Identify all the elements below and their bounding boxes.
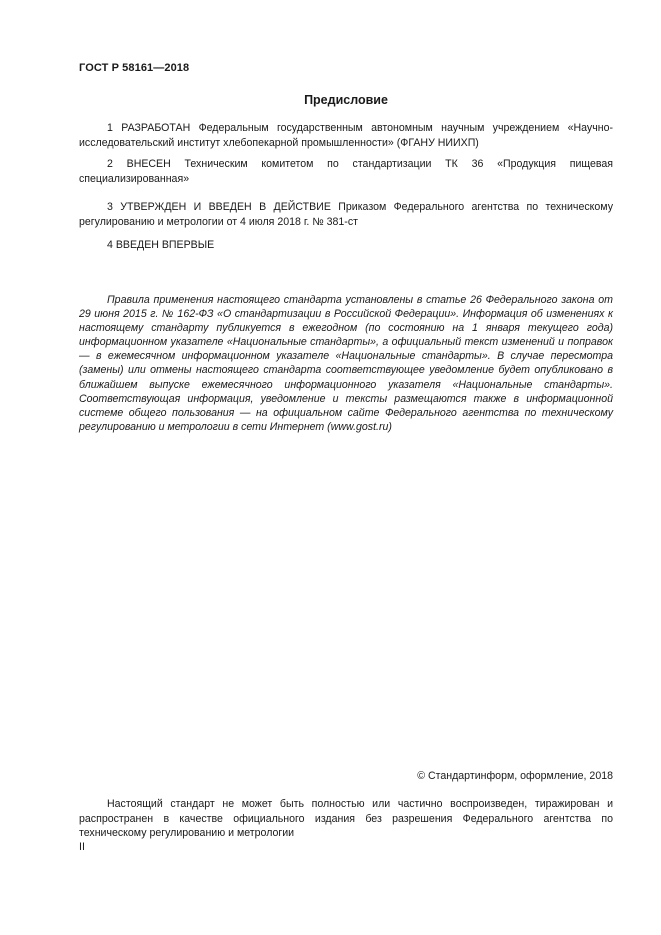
preface-item-introduced: 4 ВВЕДЕН ВПЕРВЫЕ	[107, 239, 215, 251]
preface-item-approved: 3 УТВЕРЖДЕН И ВВЕДЕН В ДЕЙСТВИЕ Приказом Федерального агентства по техническому регулированию и метрологии от 4 июля 2018 г. № 381-ст	[79, 201, 613, 228]
document-code: ГОСТ Р 58161—2018	[79, 62, 190, 74]
reproduction-notice: Настоящий стандарт не может быть полностью или частично воспроизведен, тиражирован и распространен в качестве официального издания без разрешения Федерального агентства по техническому регулированию и метрологии	[79, 798, 613, 839]
page-number: II	[79, 841, 85, 853]
application-rules-notice: Правила применения настоящего стандарта установлены в статье 26 Федерального закона от 29 июня 2015 г. № 162-ФЗ «О стандартизации в Российской Федерации». Информация об изменениях к настоящему стандарту публикуется в ежегодном (по состоянию на 1 января текущего года) информационном указателе «Национальные стандарты», а официальный текст изменений и поправок — в ежемесячном информационном указателе «Национальные стандарты». В случае пересмотра (замены) или отмены настоящего стандарта соответствующее уведомление будет опубликовано в ближайшем выпуске ежемесячного информационного указателя «Национальные стандарты». Соответствующая информация, уведомление и тексты размещаются также в информационной системе общего пользования — на официальном сайте Федерального агентства по техническому регулированию и метрологии в сети Интернет (www.gost.ru)	[79, 294, 613, 433]
copyright-line: © Стандартинформ, оформление, 2018	[417, 770, 613, 782]
preface-item-submitted: 2 ВНЕСЕН Техническим комитетом по стандартизации ТК 36 «Продукция пищевая специализированная»	[79, 158, 613, 185]
preface-title: Предисловие	[304, 93, 388, 107]
preface-item-developed: 1 РАЗРАБОТАН Федеральным государственным автономным научным учреждением «Научно-исследовательский институт хлебопекарной промышленности» (ФГАНУ НИИХП)	[79, 122, 613, 149]
